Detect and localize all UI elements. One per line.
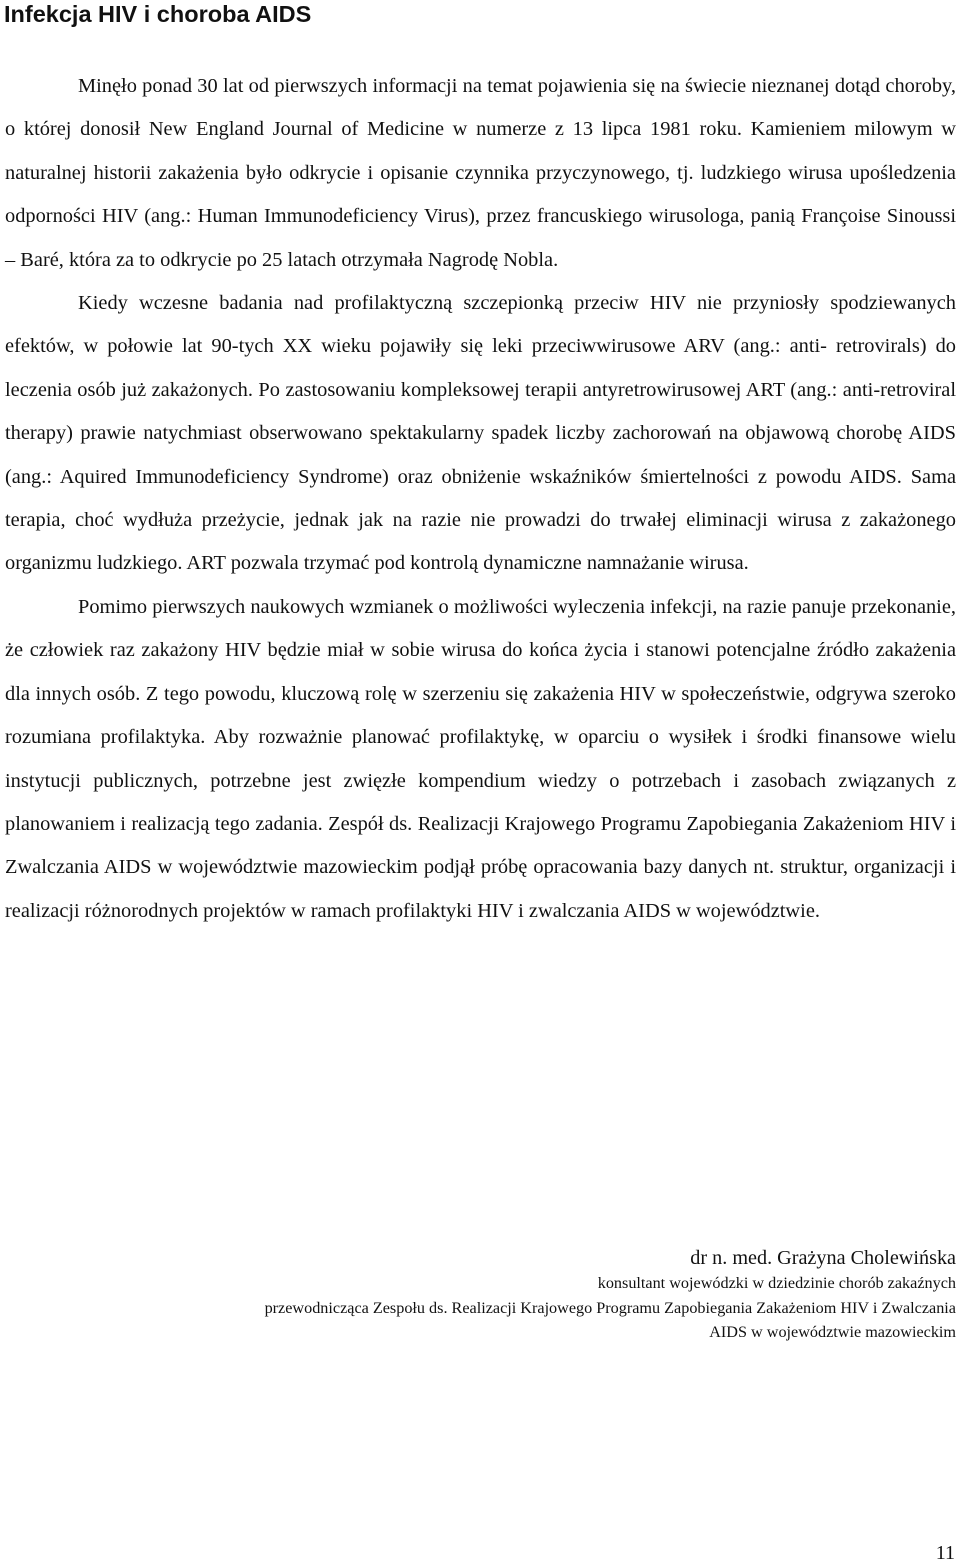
document-body: [5, 65, 956, 933]
page-number: 11: [935, 1542, 955, 1564]
author-role: konsultant wojewódzki w dziedzinie chorób zakaźnych: [597, 1274, 956, 1292]
author-affiliation-continued: AIDS w województwie mazowieckim: [709, 1323, 956, 1341]
author-affiliation: przewodnicząca Zespołu ds. Realizacji Krajowego Programu Zapobiegania Zakażeniom HIV i Zwalczania: [264, 1298, 956, 1317]
author-name: dr n. med. Grażyna Cholewińska: [690, 1247, 956, 1269]
paragraph-3: Pomimo pierwszych naukowych wzmianek o możliwości wyleczenia infekcji, na razie panuje przekonanie, że człowiek raz zakażony HIV będzie miał w sobie wirusa do końca życia i stanowi potencjalne źródło zakażenia dla innych osób. Z tego powodu, kluczową rolę w szerzeniu się zakażenia HIV w społeczeństwie, odgrywa szeroko rozumiana profilaktyka. Aby rozważnie planować profilaktykę, w oparciu o wysiłek i środki finansowe wielu instytucji publicznych, potrzebne jest zwięzłe kompendium wiedzy o potrzebach i zasobach związanych z planowaniem i realizacją tego zadania. Zespół ds. Realizacji Krajowego Programu Zapobiegania Zakażeniom HIV i Zwalczania AIDS w województwie mazowieckim podjął próbę opracowania bazy danych nt. struktur, organizacji i realizacji różnorodnych projektów w ramach profilaktyki HIV i zwalczania AIDS w województwie.: [5, 595, 956, 922]
paragraph-1: Minęło ponad 30 lat od pierwszych informacji na temat pojawienia się na świecie nieznanej dotąd choroby, o której donosił New England Journal of Medicine w numerze z 13 lipca 1981 roku. Kamieniem milowym w naturalnej historii zakażenia było odkrycie i opisanie czynnika przyczynowego, tj. ludzkiego wirusa upośledzenia odporności HIV (ang.: Human Immunodeficiency Virus), przez francuskiego wirusologa, panią Françoise Sinoussi – Baré, która za to odkrycie po 25 latach otrzymała Nagrodę Nobla.: [5, 75, 956, 271]
signature-block: [16, 1245, 956, 1345]
document-title: Infekcja HIV i choroba AIDS: [4, 1, 312, 27]
paragraph-2: Kiedy wczesne badania nad profilaktyczną szczepionką przeciw HIV nie przyniosły spodziewanych efektów, w połowie lat 90-tych XX wieku pojawiły się leki przeciwwirusowe ARV (ang.: anti- retrovirals) do leczenia osób już zakażonych. Po zastosowaniu kompleksowej terapii antyretrowirusowej ART (ang.: anti-retroviral therapy) prawie natychmiast obserwowano spektakularny spadek liczby zachorowań na objawową chorobę AIDS (ang.: Aquired Immunodeficiency Syndrome) oraz obniżenie wskaźników śmiertelności z powodu AIDS. Sama terapia, choć wydłuża przeżycie, jednak jak na razie nie prowadzi do trwałej eliminacji wirusa z zakażonego organizmu ludzkiego. ART pozwala trzymać pod kontrolą dynamiczne namnażanie wirusa.: [5, 292, 956, 575]
